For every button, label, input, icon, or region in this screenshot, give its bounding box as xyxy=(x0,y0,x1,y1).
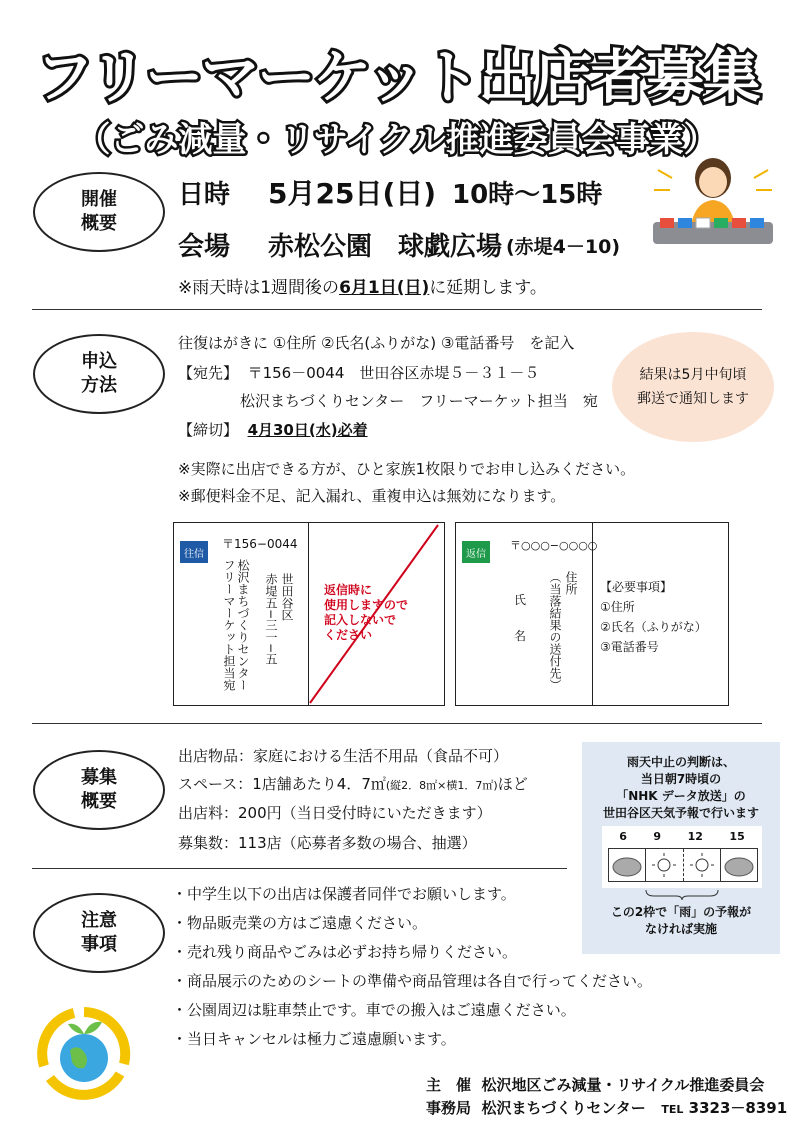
recycle-globe-icon xyxy=(34,1004,134,1104)
venue-label: 会場 xyxy=(178,232,231,262)
apply-deadline: 【締切】 4月30日(水)必着 xyxy=(178,421,368,439)
return-addr: 住所 xyxy=(564,571,578,595)
apply-to: 【宛先】 〒156－0044 世田谷区赤堤５－３１－５ xyxy=(178,364,540,382)
outgoing-zip: 〒156−0044 xyxy=(222,537,298,551)
postcard-outgoing xyxy=(173,522,445,706)
recruit-item-4: 募集数：113店（応募者多数の場合、抽選） xyxy=(178,834,477,852)
rain-note: ※雨天時は1週間後の6月1日(日)に延期します。 xyxy=(178,278,547,298)
apply-instruction: 往復はがきに ①住所 ②氏名(ふりがな) ③電話番号 を記入 xyxy=(178,334,575,352)
apply-note-2: ※郵便料金不足、記入漏れ、重複申込は無効になります。 xyxy=(178,487,566,505)
outgoing-badge: 往信 xyxy=(180,541,208,563)
hour-9: 9 xyxy=(653,830,662,843)
date-label: 日時 xyxy=(178,180,231,210)
result-bubble: 結果は5月中旬頃 郵送で通知します xyxy=(612,332,774,442)
date-value: 5月25日(日) xyxy=(268,177,437,210)
list-item: ・物品販売業の方はご遠慮ください。 xyxy=(172,914,428,932)
page-title: フリーマーケット出店者募集 xyxy=(35,43,759,111)
divider xyxy=(32,309,762,310)
list-item: ・公園周辺は駐車禁止です。車での搬入はご遠慮ください。 xyxy=(172,1001,576,1019)
outgoing-addr-1: 世田谷区 xyxy=(280,573,294,621)
section-label-overview: 開催 概要 xyxy=(33,172,165,252)
return-name-1: 氏 xyxy=(514,593,527,607)
page-subtitle: （ごみ減量・リサイクル推進委員会事業） xyxy=(76,120,718,160)
apply-to-name: 松沢まちづくりセンター フリーマーケット担当 宛 xyxy=(240,392,598,410)
recruit-item-1: 出店物品：家庭における生活不用品（食品不可） xyxy=(178,747,509,765)
return-addr-sub: （当落結果の送付先） xyxy=(548,571,562,691)
brace-icon xyxy=(644,888,720,900)
weather-box: 雨天中止の判断は、 当日朝7時頃の 「NHK データ放送」の 世田谷区天気予報で行います 6 9 12 15 この2枠で「雨」の予報が なければ実施 xyxy=(582,742,780,954)
hour-6: 6 xyxy=(619,830,627,843)
outgoing-addr-2: 赤堤五−三一−五 xyxy=(264,573,278,666)
return-zip: 〒○○○−○○○○ xyxy=(510,539,598,552)
notes-list xyxy=(172,883,652,1057)
cloud-icon xyxy=(609,849,646,881)
venue-value: 赤松公園 球戯広場 xyxy=(268,232,503,262)
hour-12: 12 xyxy=(687,830,703,843)
warning-text: 返信時に 使用しますので 記入しないで ください xyxy=(324,583,409,642)
weather-panel xyxy=(602,826,762,888)
recruit-item-2: スペース：1店舗あたり4．7㎡(縦2．8㎡×横1．7㎡)ほど xyxy=(178,775,528,793)
list-item: ・当日キャンセルは極力ご遠慮願います。 xyxy=(172,1030,456,1048)
sun-icon xyxy=(684,849,721,881)
return-badge: 返信 xyxy=(462,541,490,563)
section-label-recruit: 募集 概要 xyxy=(33,750,165,830)
cloud-icon xyxy=(721,849,757,881)
divider xyxy=(32,723,762,724)
section-label-apply: 申込 方法 xyxy=(33,334,165,414)
hour-15: 15 xyxy=(729,830,745,843)
list-item: ・商品展示のためのシートの準備や商品管理は各自で行ってください。 xyxy=(172,972,653,990)
outgoing-name-1: 松沢まちづくりセンター xyxy=(236,559,250,691)
list-item: ・売れ残り商品やごみは必ずお持ち帰りください。 xyxy=(172,943,518,961)
section-label-notes: 注意 事項 xyxy=(33,893,165,973)
postcard-return xyxy=(455,522,729,706)
footer-host: 主 催 松沢地区ごみ減量・リサイクル推進委員会 xyxy=(426,1076,765,1094)
divider xyxy=(32,868,567,869)
tel-number: 3323－8391 xyxy=(688,1099,788,1117)
list-item: ・中学生以下の出店は保護者同伴でお願いします。 xyxy=(172,885,516,903)
time-value: 10時～15時 xyxy=(452,180,603,210)
return-name-2: 名 xyxy=(514,629,527,643)
vendor-illustration xyxy=(648,140,778,252)
recruit-item-3: 出店料：200円（当日受付時にいただきます） xyxy=(178,804,492,822)
outgoing-name-2: フリーマーケット担当宛 xyxy=(222,559,236,691)
apply-note-1: ※実際に出店できる方が、ひと家族1枚限りでお申し込みください。 xyxy=(178,460,636,478)
return-requirements: 【必要事項】 ①住所 ②氏名（ふりがな） ③電話番号 xyxy=(600,580,707,654)
sun-icon xyxy=(646,849,683,881)
footer-office: 事務局 松沢まちづくりセンター TEL 3323－8391 xyxy=(426,1099,788,1117)
venue-address: (赤堤4－10) xyxy=(506,236,621,258)
forecast-strip xyxy=(608,848,758,882)
